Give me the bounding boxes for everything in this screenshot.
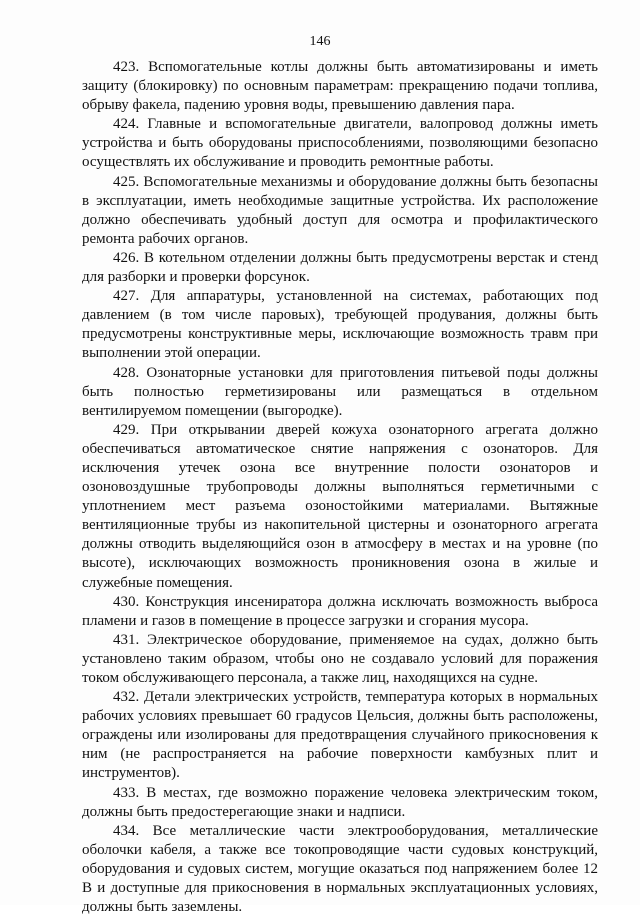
page-number: 146 — [309, 34, 331, 49]
paragraph-426: 426. В котельном отделении должны быть предусмотрены верстак и стенд для разборки и проверки форсунок. — [82, 249, 598, 286]
paragraph-429: 429. При открывании дверей кожуха озонаторного агрегата должно обеспечиваться автоматическое снятие напряжения с озонаторов. Для исключения утечек озона все внутренние полости озонаторов и озоновоздушные трубопроводы должны выполняться герметичными с уплотнением мест разъема озоностойкими материалами. Вытяжные вентиляционные трубы из накопительной цистерны и озонаторного агрегата должны отводить выделяющийся озон в атмосферу в местах и на уровне (по высоте), исключающих возможность проникновения озона в жилые и служебные помещения. — [82, 421, 598, 591]
paragraph-431: 431. Электрическое оборудование, применяемое на судах, должно быть установлено таким образом, чтобы оно не создавало условий для поражения током обслуживающего персонала, а также лиц, находящихся на судне. — [82, 631, 598, 686]
paragraph-430: 430. Конструкция инсениратора должна исключать возможность выброса пламени и газов в помещение в процессе загрузки и сгорания мусора. — [82, 593, 598, 629]
paragraph-432: 432. Детали электрических устройств, температура которых в нормальных рабочих условиях превышает 60 градусов Цельсия, должны быть расположены, ограждены или изолированы для предотвращения случайного прикосновения к ним (не распространяется на рабочие поверхности камбузных плит и инструментов). — [82, 689, 598, 782]
paragraph-433: 433. В местах, где возможно поражение человека электрическим током, должны быть предостерегающие знаки и надписи. — [82, 784, 598, 820]
paragraph-427: 427. Для аппаратуры, установленной на системах, работающих под давлением (в том числе паровых), требующей продувания, должны быть предусмотрены конструктивные меры, исключающие возможность травм при выполнении этой операции. — [82, 288, 598, 362]
paragraph-425: 425. Вспомогательные механизмы и оборудование должны быть безопасны в эксплуатации, иметь необходимые защитные устройства. Их расположение должно обеспечивать удобный доступ для осмотра и профилактического ремонта рабочих органов. — [82, 173, 598, 247]
paragraph-428: 428. Озонаторные установки для приготовления питьевой поды должны быть полностью герметизированы или размещаться в отдельном вентилируемом помещении (выгородке). — [82, 364, 598, 419]
paragraph-434: 434. Все металлические части электрооборудования, металлические оболочки кабеля, а также все токопроводящие части судовых конструкций, оборудования и судовых систем, могущие оказаться под напряжением более 12 В и доступные для прикосновения в нормальных эксплуатационных условиях, должны быть заземлены. — [82, 822, 598, 916]
document-body — [82, 58, 598, 917]
paragraph-423: 423. Вспомогательные котлы должны быть автоматизированы и иметь защиту (блокировку) по основным параметрам: прекращению подачи топлива, обрыву факела, падению уровня воды, превышению давления пара. — [82, 59, 598, 114]
paragraph-424: 424. Главные и вспомогательные двигатели, валопровод должны иметь устройства и быть оборудованы приспособлениями, позволяющими безопасно осуществлять их обслуживание и проводить ремонтные работы. — [82, 116, 598, 171]
